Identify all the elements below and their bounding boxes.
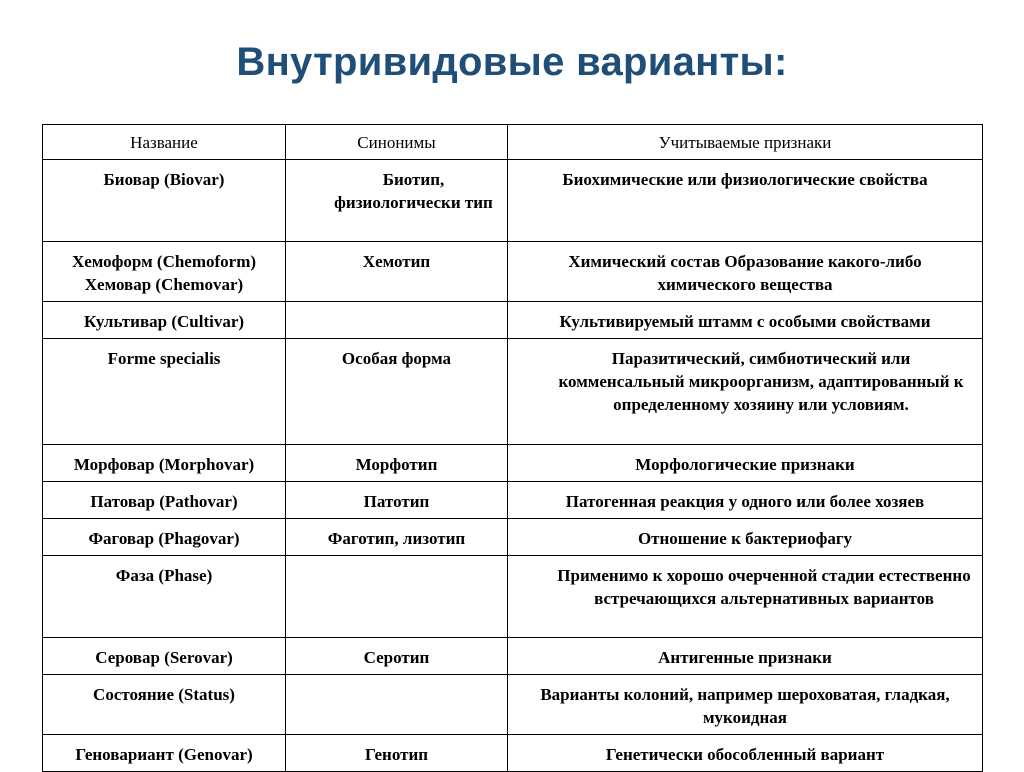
column-header-synonyms: Синонимы [286, 125, 508, 160]
cell-features: Применимо к хорошо очерченной стадии естественно встречающихся альтернативных вариантов [508, 556, 983, 638]
cell-features: Патогенная реакция у одного или более хозяев [508, 482, 983, 519]
cell-name: Патовар (Pathovar) [43, 482, 286, 519]
cell-features: Химический состав Образование какого-либо химического вещества [508, 242, 983, 302]
cell-name: Фаза (Phase) [43, 556, 286, 638]
table-row [43, 302, 983, 339]
column-header-name: Название [43, 125, 286, 160]
table-row [43, 445, 983, 482]
table-row [43, 675, 983, 735]
cell-features: Отношение к бактериофагу [508, 519, 983, 556]
cell-synonyms [286, 675, 508, 735]
cell-features: Биохимические или физиологические свойства [508, 160, 983, 242]
cell-features: Варианты колоний, например шероховатая, гладкая, мукоидная [508, 675, 983, 735]
cell-name: Хемоформ (Chemoform) Хемовар (Chemovar) [43, 242, 286, 302]
table-header-row [43, 125, 983, 160]
table-row [43, 339, 983, 445]
cell-synonyms: Особая форма [286, 339, 508, 445]
cell-features: Антигенные признаки [508, 638, 983, 675]
cell-name: Геновариант (Genovar) [43, 735, 286, 772]
cell-name: Forme specialis [43, 339, 286, 445]
cell-name: Морфовар (Morphovar) [43, 445, 286, 482]
cell-name: Биовар (Biovar) [43, 160, 286, 242]
cell-features: Паразитический, симбиотический или комменсальный микроорганизм, адаптированный к определенному хозяину или условиям. [508, 339, 983, 445]
cell-name: Фаговар (Phagovar) [43, 519, 286, 556]
variants-table [42, 124, 983, 772]
cell-synonyms: Фаготип, лизотип [286, 519, 508, 556]
cell-synonyms: Патотип [286, 482, 508, 519]
table-row [43, 519, 983, 556]
column-header-features: Учитываемые признаки [508, 125, 983, 160]
cell-name: Серовар (Serovar) [43, 638, 286, 675]
cell-synonyms: Биотип, физиологически тип [286, 160, 508, 242]
cell-synonyms [286, 302, 508, 339]
table-row [43, 160, 983, 242]
table-row [43, 638, 983, 675]
table-row [43, 482, 983, 519]
cell-synonyms [286, 556, 508, 638]
cell-synonyms: Морфотип [286, 445, 508, 482]
cell-features: Морфологические признаки [508, 445, 983, 482]
cell-name: Состояние (Status) [43, 675, 286, 735]
cell-synonyms: Серотип [286, 638, 508, 675]
cell-name: Культивар (Cultivar) [43, 302, 286, 339]
table-row [43, 735, 983, 772]
cell-features: Генетически обособленный вариант [508, 735, 983, 772]
slide-title: Внутривидовые варианты: [236, 40, 788, 84]
cell-synonyms: Генотип [286, 735, 508, 772]
table-row [43, 242, 983, 302]
cell-features: Культивируемый штамм с особыми свойствами [508, 302, 983, 339]
table-row [43, 556, 983, 638]
cell-synonyms: Хемотип [286, 242, 508, 302]
